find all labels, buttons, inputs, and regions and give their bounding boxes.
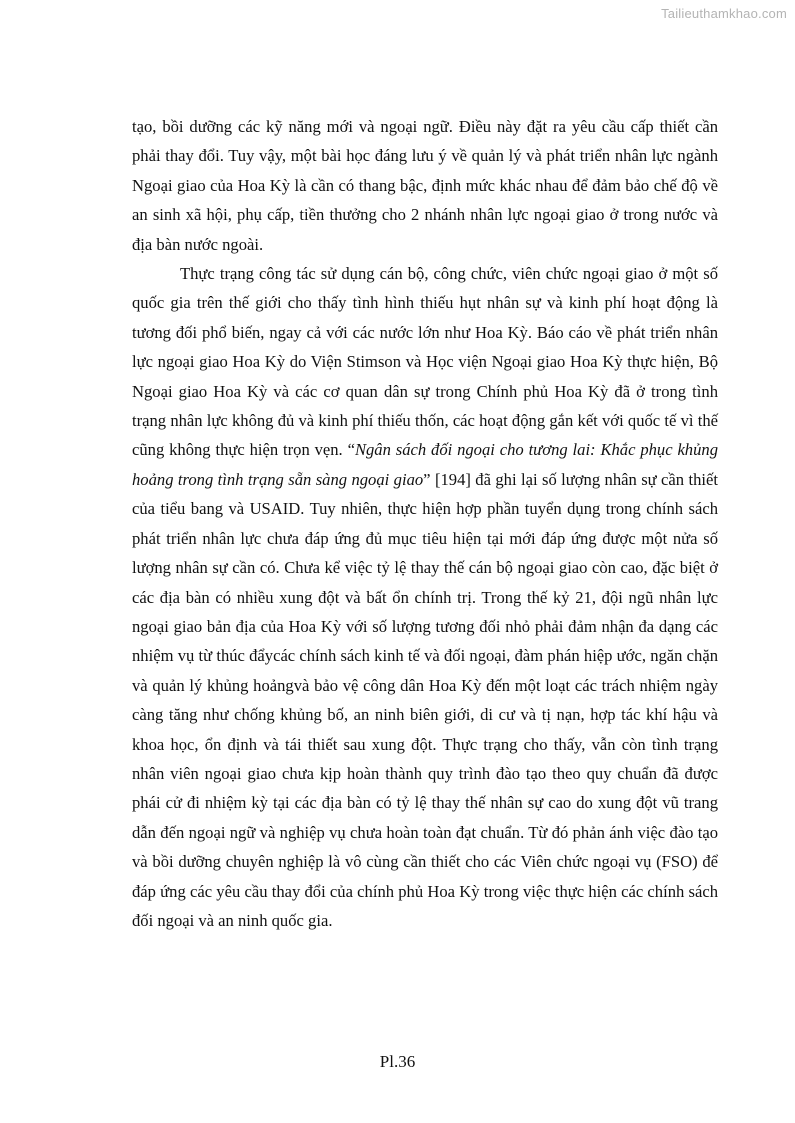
paragraph-2 bbox=[132, 259, 718, 935]
page-number: Pl.36 bbox=[379, 1052, 416, 1071]
paragraph-2-text-after: ” [194] đã ghi lại số lượng nhân sự cần thiết của tiểu bang và USAID. Tuy nhiên, thực hiện hợp phần tuyển dụng trong chính sách phát triển nhân lực chưa đáp ứng đủ mục tiêu hiện tại mới đáp ứng được một nửa số lượng nhân sự cần có. Chưa kể việc tỷ lệ thay thế cán bộ ngoại giao còn cao, đặc biệt ở các địa bàn có nhiều xung đột và bất ổn chính trị. Trong thế kỷ 21, đội ngũ nhân lực ngoại giao bản địa của Hoa Kỳ với số lượng tương đối nhỏ phải đảm nhận đa dạng các nhiệm vụ từ thúc đẩycác chính sách kinh tế và đối ngoại, đàm phán hiệp ước, ngăn chặn và quản lý khủng hoảngvà bảo vệ công dân Hoa Kỳ đến một loạt các trách nhiệm ngày càng tăng như chống khủng bố, an ninh biên giới, di cư và tị nạn, hợp tác khí hậu và khoa học, ổn định và tái thiết sau xung đột. Thực trạng cho thấy, vẫn còn tình trạng nhân viên ngoại giao chưa kịp hoàn thành quy trình đào tạo theo quy chuẩn đã được phái cử đi nhiệm kỳ tại các địa bàn có tỷ lệ thay thế nhân sự cao do xung đột vũ trang dẫn đến ngoại ngữ và nghiệp vụ chưa hoàn toàn đạt chuẩn. Từ đó phản ánh việc đào tạo và bồi dưỡng chuyên nghiệp là vô cùng cần thiết cho các Viên chức ngoại vụ (FSO) để đáp ứng các yêu cầu thay đổi của chính phủ Hoa Kỳ trong việc thực hiện các chính sách đối ngoại và an ninh quốc gia. bbox=[132, 469, 718, 930]
cited-report-title: Ngân sách đối ngoại cho tương lai: Khắc phục khủng hoảng trong tình trạng sẵn sàng ngoại giao bbox=[132, 440, 718, 489]
watermark: Tailieuthamkhao.com bbox=[661, 6, 787, 21]
paragraph-2-text-before: Thực trạng công tác sử dụng cán bộ, công chức, viên chức ngoại giao ở một số quốc gia trên thế giới cho thấy tình hình thiếu hụt nhân sự và kinh phí hoạt động là tương đối phổ biến, ngay cả với các nước lớn như Hoa Kỳ. Báo cáo về phát triển nhân lực ngoại giao Hoa Kỳ do Viện Stimson và Học viện Ngoại giao Hoa Kỳ thực hiện, Bộ Ngoại giao Hoa Kỳ và các cơ quan dân sự trong Chính phủ Hoa Kỳ đã ở trong tình trạng nhân lực không đủ và kinh phí thiếu thốn, các hoạt động gắn kết với quốc tế vì thế cũng không thực hiện trọn vẹn. “ bbox=[132, 264, 718, 460]
paragraph-1: tạo, bồi dưỡng các kỹ năng mới và ngoại ngữ. Điều này đặt ra yêu cầu cấp thiết cần phải thay đổi. Tuy vậy, một bài học đáng lưu ý về quản lý và phát triển nhân lực ngành Ngoại giao của Hoa Kỳ là cần có thang bậc, định mức khác nhau để đảm bảo chế độ về an sinh xã hội, phụ cấp, tiền thưởng cho 2 nhánh nhân lực ngoại giao ở trong nước và địa bàn nước ngoài. bbox=[132, 117, 718, 254]
document-body bbox=[132, 112, 718, 935]
